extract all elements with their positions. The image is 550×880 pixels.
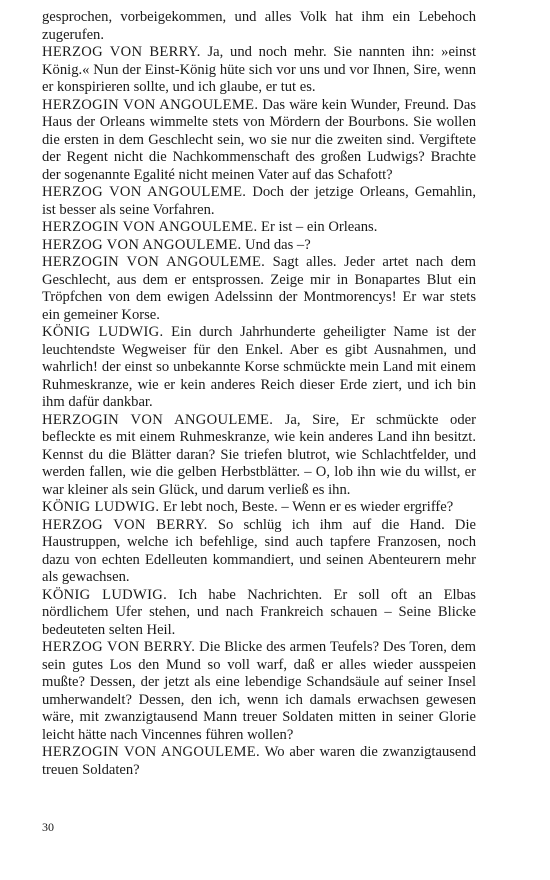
dialogue-text: Er ist – ein Orleans.: [261, 219, 378, 235]
dialogue-text: Das wäre kein Wunder, Freund. Das Haus der Orleans wimmelte stets von Mördern der Bourbons. Sie wollen die ersten in dem Geschlecht sein, wo sie nur die zweiten sind. Vergiftete der Regent nicht die Nachkommenschaft des großen Ludwigs? Brachte der sogenannte Egalité nicht meinen Vater auf das Schafott?: [42, 96, 476, 183]
dialogue-text: Ja, Sire, Er schmückte oder befleckte es mit einem Ruhmeskranze, wie kein anderes Land ihn besitzt. Kennst du die Blätter daran? Sie triefen blutrot, wie Schlachtfelder, und werden fallen, wie die gelben Herbstblätter. – O, lob ihn wie du willst, er war kleiner als sein Glück, und darum verließ es ihn.: [42, 411, 476, 498]
dialogue-paragraph: [42, 219, 476, 237]
dialogue-paragraph: [42, 499, 476, 517]
speaker-name: KÖNIG LUDWIG.: [42, 499, 160, 515]
dialogue-text: Ja, und noch mehr. Sie nannten ihn: »einst König.« Nun der Einst-König hüte sich vor uns und vor Ihnen, Sire, wenn er konspirieren sollte, und ich glaube, er tut es.: [42, 44, 477, 95]
speaker-name: HERZOGIN VON ANGOULEME.: [42, 219, 258, 235]
speaker-name: HERZOGIN VON ANGOULEME.: [42, 96, 259, 113]
dialogue-text: So schlüg ich ihm auf die Hand. Die Haustruppen, welche ich befehlige, sind auch tapfere Franzosen, noch dazu von echten Edelleuten kommandiert, und seinen Abenteurern mehr als gewachsen.: [42, 516, 477, 585]
page-number: 30: [42, 820, 54, 834]
dialogue-paragraph: [42, 97, 476, 185]
dialogue-text: Doch der jetzige Orleans, Gemahlin, ist besser als seine Vorfahren.: [42, 184, 476, 218]
speaker-name: HERZOGIN VON ANGOULEME.: [42, 744, 260, 760]
dialogue-paragraph: [42, 639, 476, 744]
dialogue-paragraph: [42, 237, 476, 255]
speaker-name: HERZOGIN VON ANGOULEME.: [42, 254, 266, 270]
dialogue-text: Ein durch Jahrhunderte geheiligter Name ist der leuchtendste Wegweiser für den Enkel. Aber es gibt Ausnahmen, und wahrlich! der einst so unbekannte Korse schmückte mein Land mit einem Ruhmeskranze, wie er kein anderes Reich dieser Erde ziert, und ich bin ihm dafür dankbar.: [42, 324, 476, 410]
speaker-name: HERZOG VON ANGOULEME.: [42, 236, 242, 253]
speaker-name: KÖNIG LUDWIG.: [42, 324, 164, 340]
speaker-name: HERZOG VON BERRY.: [42, 639, 196, 655]
dialogue-text: Die Blicke des armen Teufels? Des Toren, dem sein gutes Los den Mund so voll warf, daß er alles wieder ausspeien mußte? Dessen, der jetzt als eine lebendige Schandsäule auf seiner Insel umherwandelt? Dessen, den ich, wenn ich damals erwachsen gewesen wäre, mit zwanzigtausend Mann treuer Soldaten mitten in seiner Glorie leicht hätte nach Vincennes führen wollen?: [42, 639, 476, 743]
dialogue-text: Er lebt noch, Beste. – Wenn er es wieder ergriffe?: [163, 499, 454, 515]
speaker-name: KÖNIG LUDWIG.: [42, 586, 168, 603]
dialogue-paragraph: [42, 587, 476, 640]
page-text-block: [42, 9, 476, 779]
dialogue-paragraph: [42, 254, 476, 324]
dialogue-paragraph: [42, 744, 476, 779]
speaker-name: HERZOG VON BERRY.: [42, 516, 208, 533]
paragraph-continuation: [42, 9, 476, 44]
dialogue-text: Und das –?: [245, 236, 311, 253]
dialogue-paragraph: [42, 517, 476, 587]
dialogue-text: Sagt alles. Jeder artet nach dem Geschlecht, aus dem er entsprossen. Zeige mir in Bonapartes Blut ein Tröpfchen von dem ewigen Adelssinn der Montmorencys! Er war stets ein gemeiner Korse.: [42, 254, 477, 323]
dialogue-paragraph: [42, 324, 476, 412]
speaker-name: HERZOG VON ANGOULEME.: [42, 184, 247, 200]
dialogue-paragraph: [42, 44, 476, 97]
speaker-name: HERZOGIN VON ANGOULEME.: [42, 411, 274, 428]
paragraph-text: gesprochen, vorbeigekommen, und alles Volk hat ihm ein Lebehoch zugerufen.: [42, 9, 476, 43]
speaker-name: HERZOG VON BERRY.: [42, 44, 201, 60]
dialogue-paragraph: [42, 412, 476, 500]
dialogue-text: Wo aber waren die zwanzigtausend treuen Soldaten?: [42, 744, 476, 778]
dialogue-paragraph: [42, 184, 476, 219]
dialogue-text: Ich habe Nachrichten. Er soll oft an Elbas nördlichem Ufer stehen, und nach Frankreich schauen – Seine Blicke bedeuteten selten Heil.: [42, 586, 476, 638]
